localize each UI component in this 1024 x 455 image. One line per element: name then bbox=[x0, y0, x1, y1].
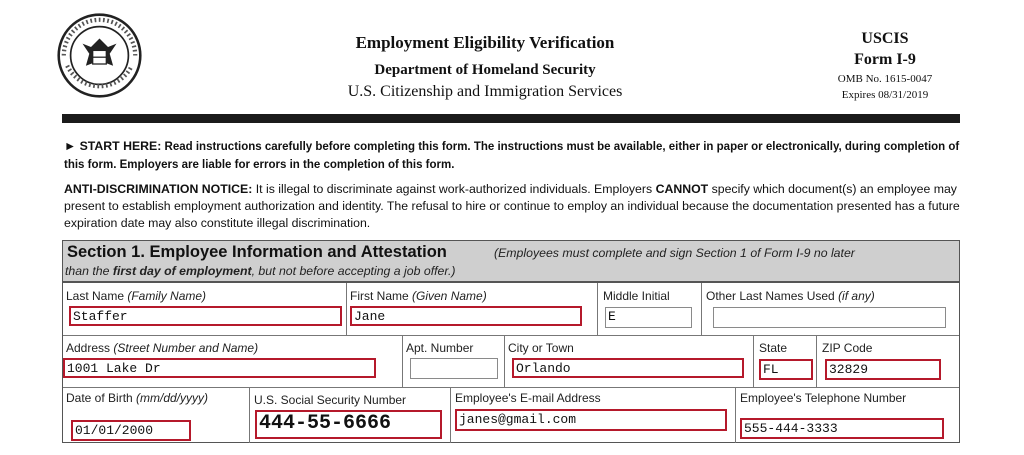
col-divider bbox=[504, 335, 505, 387]
form-number: Form I-9 bbox=[854, 51, 916, 68]
col-divider bbox=[346, 283, 347, 335]
apt-number-field[interactable] bbox=[410, 358, 498, 379]
agency-name: U.S. Citizenship and Immigration Services bbox=[347, 83, 623, 100]
first-name-label: First Name (Given Name) bbox=[350, 289, 487, 303]
cannot-emphasis: CANNOT bbox=[655, 182, 709, 196]
uscis-label: USCIS bbox=[861, 30, 909, 47]
zip-code-field[interactable]: 32829 bbox=[825, 359, 941, 380]
anti-discrimination-label: ANTI-DISCRIMINATION NOTICE: bbox=[64, 182, 253, 196]
last-name-field[interactable]: Staffer bbox=[69, 306, 342, 326]
col-divider bbox=[402, 335, 403, 387]
state-field[interactable]: FL bbox=[759, 359, 813, 380]
col-divider bbox=[249, 387, 250, 443]
anti-discrimination-notice bbox=[64, 181, 964, 232]
col-divider bbox=[816, 335, 817, 387]
email-label: Employee's E-mail Address bbox=[455, 391, 601, 405]
dob-field[interactable]: 01/01/2000 bbox=[71, 420, 191, 441]
address-label: Address (Street Number and Name) bbox=[66, 341, 259, 355]
dob-label: Date of Birth (mm/dd/yyyy) bbox=[66, 391, 209, 405]
start-here-notice bbox=[64, 138, 964, 174]
anti-text-2: specify which document(s) an employee may present to establish employment authorization and identity. The refusal to hire or continue to employ an individual because the documentation presented has a future expiration date may also constitute illegal discrimination. bbox=[64, 182, 960, 230]
address-field[interactable]: 1001 Lake Dr bbox=[63, 358, 376, 378]
apt-number-label: Apt. Number bbox=[406, 341, 474, 355]
last-name-label: Last Name (Family Name) bbox=[66, 289, 207, 303]
zip-label: ZIP Code bbox=[822, 341, 873, 355]
section1-note: (Employees must complete and sign Section 1 of Form I-9 no later bbox=[494, 246, 855, 260]
form-title: Employment Eligibility Verification bbox=[355, 33, 615, 52]
col-divider bbox=[753, 335, 754, 387]
dhs-seal-icon bbox=[57, 13, 142, 98]
ssn-label: U.S. Social Security Number bbox=[254, 393, 407, 407]
start-here-label: ► START HERE: bbox=[64, 139, 162, 153]
ssn-field[interactable]: 444-55-6666 bbox=[255, 410, 442, 439]
note-c: , but not before accepting a job offer.) bbox=[251, 264, 456, 278]
middle-initial-label: Middle Initial bbox=[603, 289, 670, 303]
other-names-label: Other Last Names Used (if any) bbox=[706, 289, 875, 303]
other-names-field[interactable] bbox=[713, 307, 946, 328]
city-label: City or Town bbox=[508, 341, 574, 355]
col-divider bbox=[735, 387, 736, 443]
header-rule bbox=[62, 114, 960, 123]
email-field[interactable]: janes@gmail.com bbox=[455, 409, 727, 431]
row-divider-2 bbox=[63, 387, 959, 388]
row-divider-1 bbox=[63, 335, 959, 336]
phone-field[interactable]: 555-444-3333 bbox=[740, 418, 944, 439]
start-here-text: Read instructions carefully before completing this form. The instructions must be available, either in paper or electronically, during completion of this form. Employers are liable for errors in the completion of this form. bbox=[64, 141, 960, 171]
middle-initial-field[interactable]: E bbox=[605, 307, 692, 328]
city-field[interactable]: Orlando bbox=[512, 358, 744, 378]
col-divider bbox=[701, 283, 702, 335]
state-label: State bbox=[759, 341, 788, 355]
section1-title: Section 1. Employee Information and Attestation bbox=[67, 243, 447, 261]
col-divider bbox=[450, 387, 451, 443]
note-b: than the bbox=[65, 264, 113, 278]
first-name-field[interactable]: Jane bbox=[350, 306, 582, 326]
department-name: Department of Homeland Security bbox=[374, 62, 596, 78]
expiration-date: Expires 08/31/2019 bbox=[841, 89, 929, 101]
note-bold: first day of employment bbox=[112, 264, 252, 278]
phone-label: Employee's Telephone Number bbox=[740, 391, 907, 405]
col-divider bbox=[597, 283, 598, 335]
section1-note-line2 bbox=[65, 264, 456, 278]
anti-text-1: It is illegal to discriminate against work-authorized individuals. Employers bbox=[252, 182, 656, 196]
omb-number: OMB No. 1615-0047 bbox=[837, 73, 933, 85]
